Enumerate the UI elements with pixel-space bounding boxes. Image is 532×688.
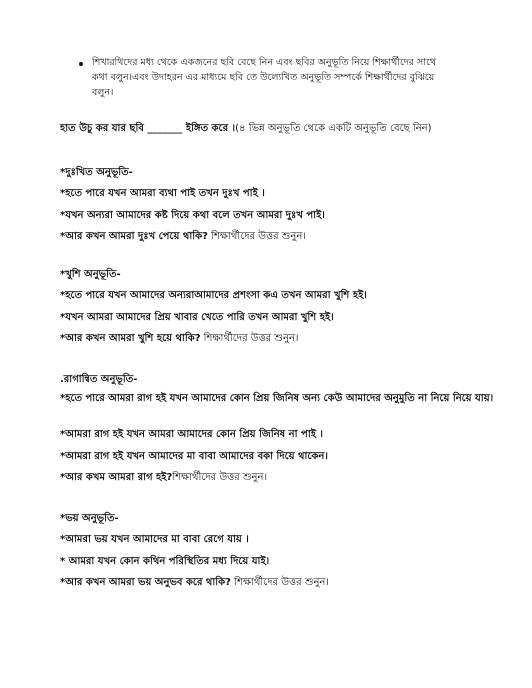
list-item: *আমরা রাগ হই যখন আমাদের মা বাবা আমাদের বকা দিয়ে থাকেন। [60,451,328,462]
list-item: *হতে পারে যখন আমরা ব্যথা পাই তখন দুঃখ পাই । [60,188,265,199]
list-item: *আর কখন আমরা ভয় অনুভব করে থাকি? শিক্ষার্থীদের উত্তর শুনুন। [60,577,329,588]
list-item: *আমরা রাগ হই যখন আমরা আমাদের কোন প্রিয় জিনিষ না পাই । [60,429,323,440]
list-item: *আর কখম আমরা রাগ হই?শিক্ষার্থীদের উত্তর শুনুন। [60,472,268,483]
list-item: *আর কখন আমরা খুশি হয়ে থাকি? শিক্ষার্থীদের উত্তর শুনুন। [60,333,299,344]
list-item: *আর কখন আমরা দুঃখ পেয়ে থাকি? শিক্ষার্থীদের উত্তর শুনুন। [60,231,306,242]
list-item: *হতে পারে যখন আমাদের অন্যরাআমাদের প্রশংসা কএ তখন আমরা খুশি হই। [60,290,367,301]
bullet-line: বলুন। [92,87,114,98]
list-item: *যখন অন্যরা আমাদের কষ্ট দিয়ে কথা বলে তখন আমরা দুঃখ পাই। [60,210,325,221]
list-item: *হতে পারে আমরা রাগ হই যখন আমাদের কোন প্রিয় জিনিষ অন্য কেউ আমাদের অনুমুতি না নিয়ে নিয়ে যায়। [60,393,494,404]
section-heading-sad: *দুঃখিত অনুভূতি- [60,167,133,178]
instruction-note: (৪ ভিন্ন অনুভূতি থেকে একটি অনুভূতি বেছে নিন) [235,123,432,134]
list-item: * আমরা যখন কোন কথিন পরিস্থিতির মধ্য দিয়ে যাই। [60,556,270,567]
instruction-line [60,122,500,136]
section-heading-angry: .রাগান্বিত অনুভূতি- [60,374,138,385]
bullet-line: কথা বলুন।এবং উদাহরন এর মাধ্যমে ছবি তে উল্যেখিত অনুভূতি সম্পর্কে শিক্ষার্থীদের বুঝিয়ে [92,72,435,83]
section-heading-happy: *খুশি অনুভূতি- [60,269,121,280]
list-item: *আমরা ভয় যখন আমাদের মা বাবা রেগে যায় । [60,534,249,545]
bullet-dot [79,62,83,66]
bullet-line: শিখারথিদের মধ্য থেকে একজনের ছবি বেছে নিন এবং ছবির অনুভূতি নিয়ে শিক্ষার্থীদের সাথে [92,57,437,68]
instruction-bold: হাত উচু কর যার ছবি _______ ইঙ্গিত করে । [60,123,236,134]
section-heading-fear: *ভয় অনুভূতি- [60,513,119,524]
list-item: *যখন আমরা আমাদের প্রিয় খাবার খেতে পারি তখন আমরা খুশি হই। [60,312,334,323]
bullet-paragraph [92,55,492,100]
